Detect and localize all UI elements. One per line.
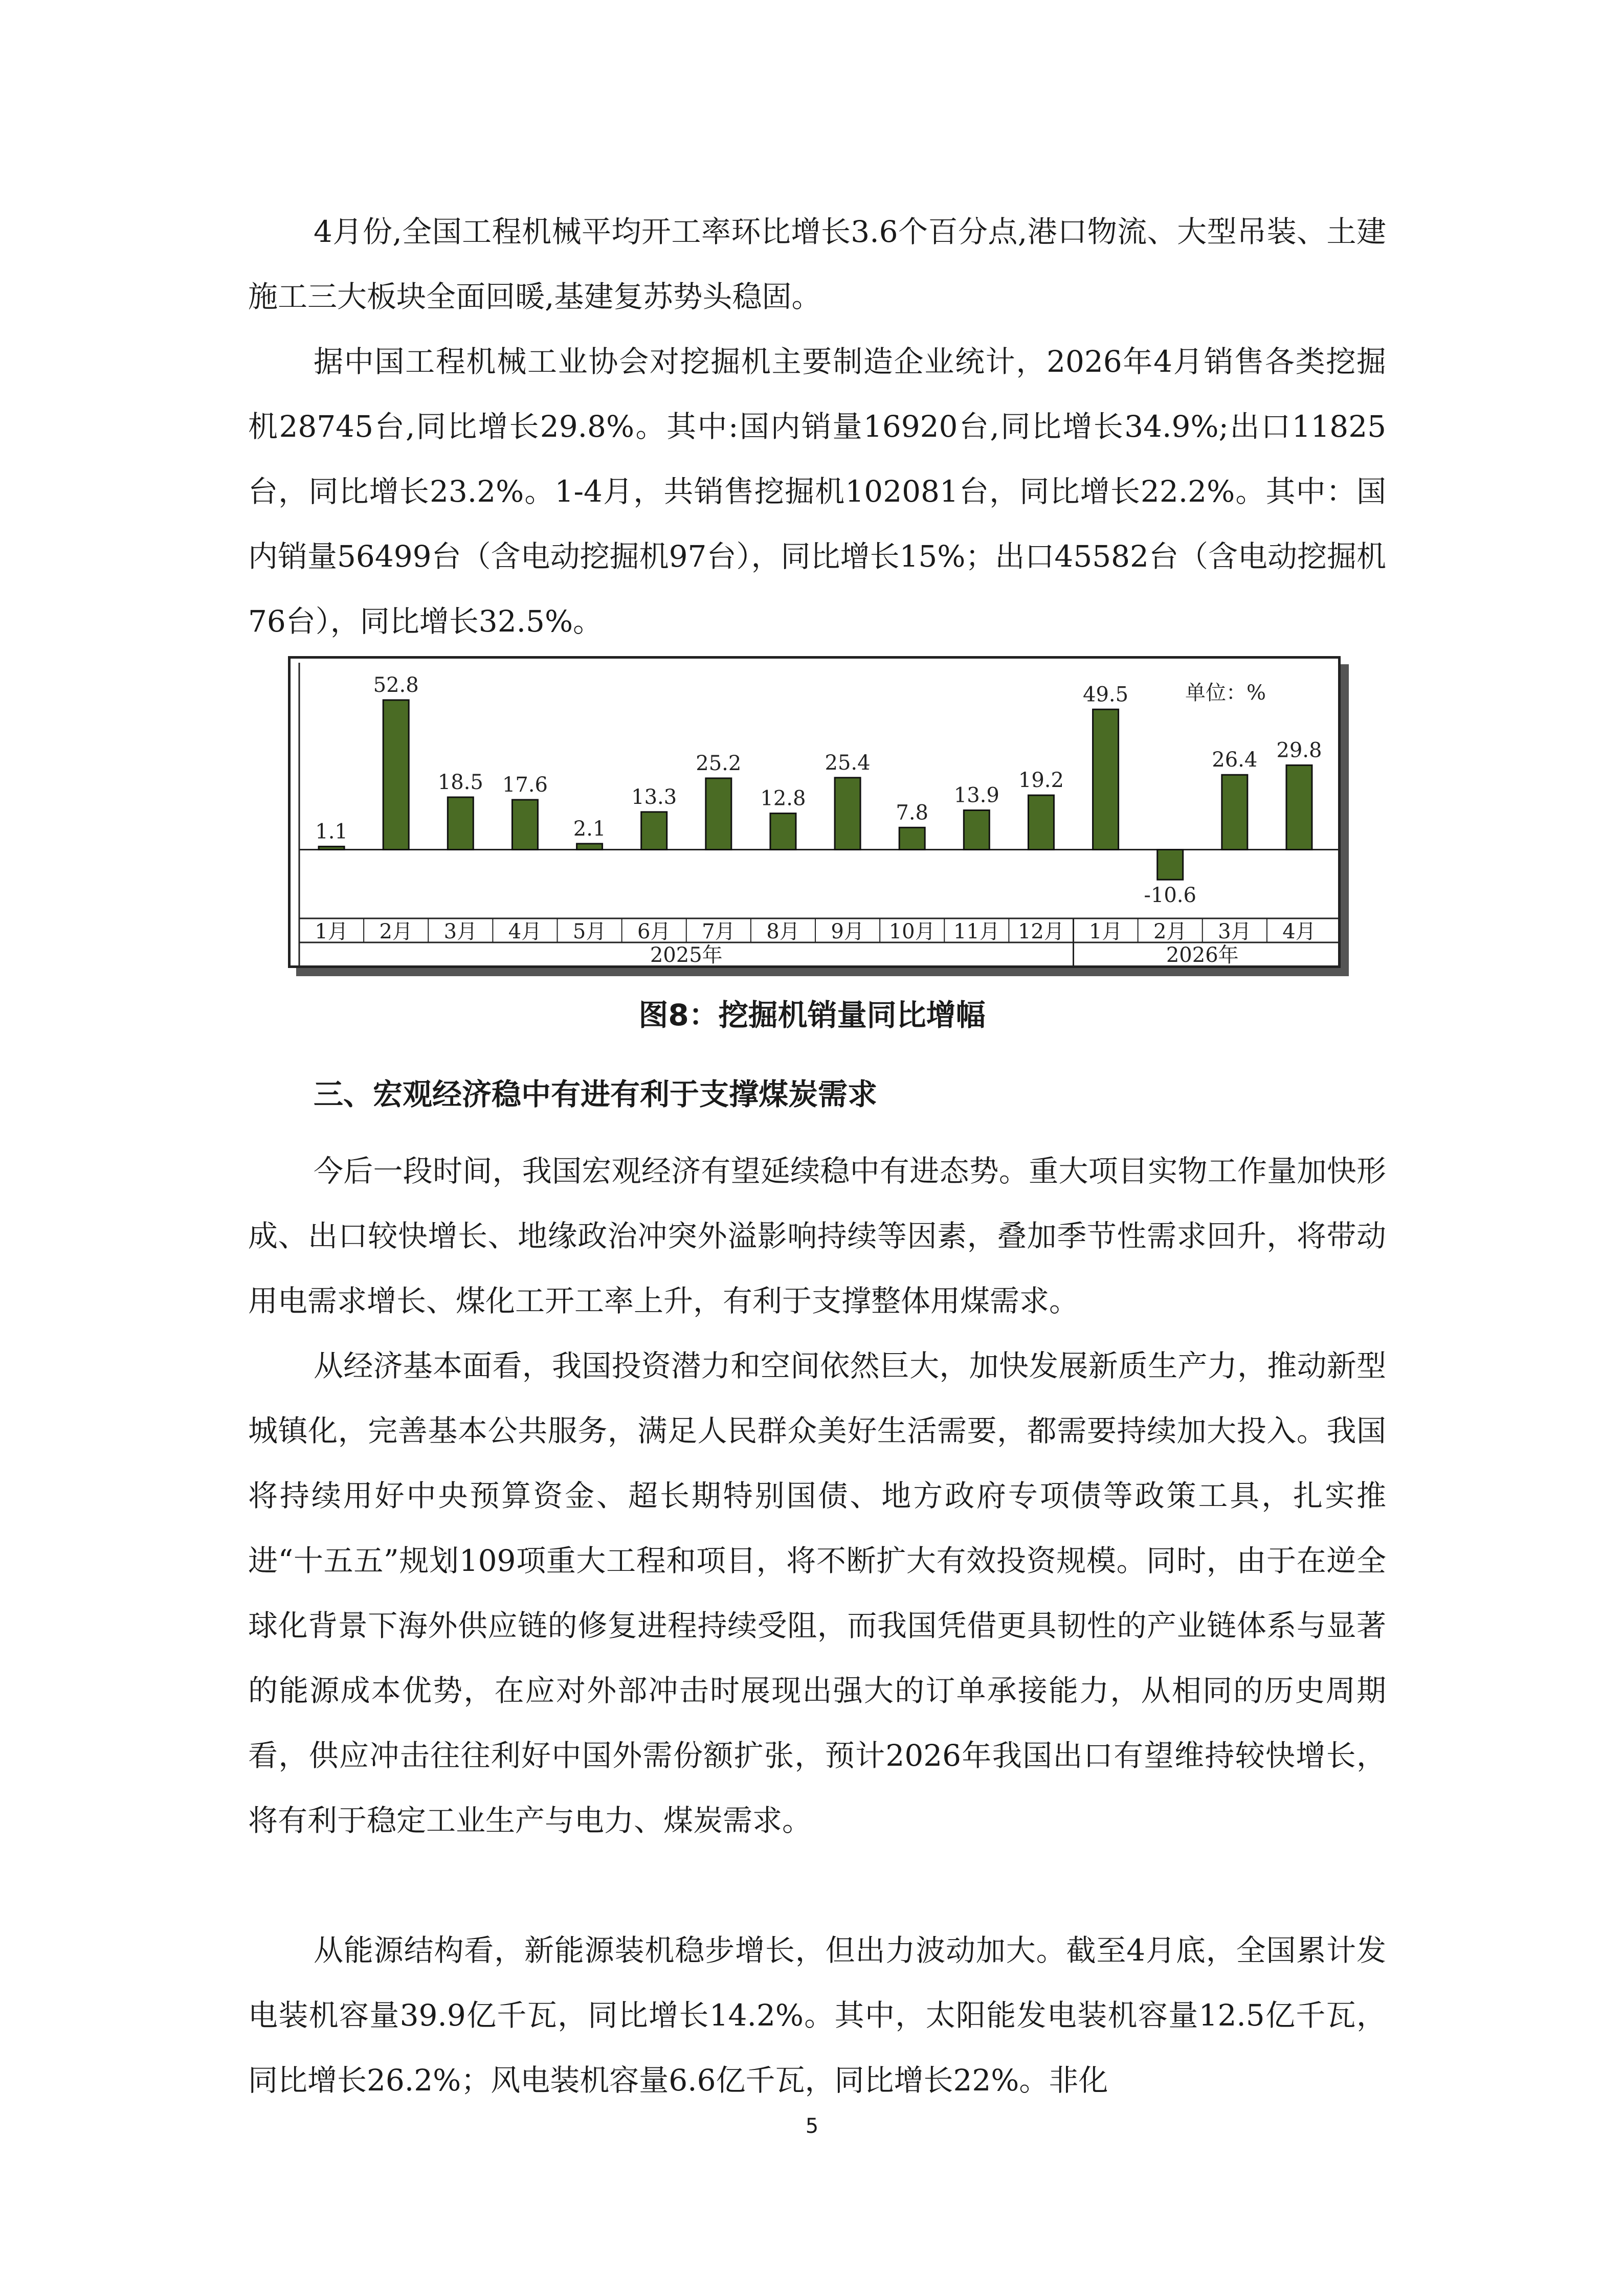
chart-bar	[383, 700, 409, 850]
chart-category-label: 11月	[953, 920, 1000, 943]
chart-bar	[319, 846, 344, 849]
chart-bar	[770, 814, 796, 850]
chart-value-label: 25.2	[696, 751, 742, 775]
paragraph-3-text: 今后一段时间，我国宏观经济有望延续稳中有进态势。重大项目实物工作量加快形成、出口较快增长、地缘政治冲突外溢影响持续等因素，叠加季节性需求回升，将带动用电需求增长、煤化工开工率上升，有利于支撑整体用煤需求。	[248, 1154, 1386, 1318]
chart-value-label: -10.6	[1144, 884, 1196, 908]
chart-value-label: 13.9	[953, 783, 999, 807]
chart-bar	[448, 797, 473, 850]
section-heading: 三、宏观经济稳中有进有利于支撑煤炭需求	[314, 1077, 878, 1112]
chart-value-label: 12.8	[760, 786, 806, 811]
chart-bar	[1028, 795, 1054, 849]
chart-value-label: 2.1	[573, 817, 606, 841]
chart-value-label: 29.8	[1276, 738, 1322, 762]
chart-bar	[899, 827, 925, 849]
chart-category-label: 8月	[766, 920, 800, 943]
chart-bar	[512, 800, 538, 850]
page-number: 5	[805, 2114, 819, 2138]
chart-bar	[577, 844, 603, 850]
chart-category-label: 9月	[831, 920, 864, 943]
chart-value-label: 17.6	[502, 773, 548, 797]
chart-category-label: 5月	[572, 920, 607, 943]
chart-bar	[641, 812, 667, 850]
chart-value-label: 1.1	[315, 820, 348, 844]
chart-bar	[1286, 765, 1312, 849]
paragraph-5	[248, 1918, 1386, 2113]
chart-category-label: 4月	[508, 920, 542, 943]
chart-value-label: 25.4	[825, 751, 871, 775]
chart-bar	[835, 778, 860, 850]
chart-category-label: 1月	[1088, 920, 1123, 943]
chart-value-label: 26.4	[1212, 748, 1258, 772]
chart-bar	[1222, 775, 1248, 849]
chart-category-label: 10月	[888, 920, 936, 943]
chart-year-label: 2026年	[1166, 943, 1239, 965]
chart-category-label: 1月	[315, 920, 348, 943]
chart-category-label: 4月	[1282, 920, 1316, 943]
chart-category-label: 6月	[637, 920, 671, 943]
chart-bar	[706, 778, 731, 850]
chart-category-label: 2月	[379, 920, 413, 943]
paragraph-4	[248, 1334, 1386, 1853]
chart-value-label: 49.5	[1083, 683, 1129, 707]
chart-value-label: 7.8	[896, 801, 928, 825]
chart-value-label: 19.2	[1018, 769, 1064, 793]
chart-category-label: 2月	[1153, 920, 1187, 943]
figure-caption: 图8：挖掘机销量同比增幅	[638, 998, 986, 1032]
chart-year-label: 2025年	[650, 943, 723, 965]
chart-category-label: 3月	[1218, 920, 1252, 943]
chart-category-label: 12月	[1017, 920, 1064, 943]
chart-unit-label: 单位：%	[1185, 681, 1266, 705]
chart-svg	[291, 659, 1338, 965]
paragraph-2	[248, 329, 1386, 654]
chart-bar	[1093, 709, 1119, 849]
excavator-sales-chart	[288, 656, 1341, 968]
paragraph-3	[248, 1139, 1386, 1334]
paragraph-2-text: 据中国工程机械工业协会对挖掘机主要制造企业统计，2026年4月销售各类挖掘机28745台,同比增长29.8%。其中:国内销量16920台,同比增长34.9%;出口11825台，同比增长23.2%。1-4月，共销售挖掘机102081台，同比增长22.2%。其中：国内销量56499台（含电动挖掘机97台），同比增长15%；出口45582台（含电动挖掘机76台），同比增长32.5%。	[248, 344, 1386, 639]
chart-value-label: 52.8	[373, 673, 419, 697]
paragraph-5-text: 从能源结构看，新能源装机稳步增长，但出力波动加大。截至4月底，全国累计发电装机容量39.9亿千瓦，同比增长14.2%。其中，太阳能发电装机容量12.5亿千瓦，同比增长26.2%；风电装机容量6.6亿千瓦，同比增长22%。非化	[248, 1933, 1386, 2098]
paragraph-1-text: 4月份,全国工程机械平均开工率环比增长3.6个百分点,港口物流、大型吊装、土建施工三大板块全面回暖,基建复苏势头稳固。	[248, 214, 1386, 314]
chart-category-label: 3月	[443, 920, 478, 943]
paragraph-4-text: 从经济基本面看，我国投资潜力和空间依然巨大，加快发展新质生产力，推动新型城镇化，完善基本公共服务，满足人民群众美好生活需要，都需要持续加大投入。我国将持续用好中央预算资金、超长期特别国债、地方政府专项债等政策工具，扎实推进“十五五”规划109项重大工程和项目，将不断扩大有效投资规模。同时，由于在逆全球化背景下海外供应链的修复进程持续受阻，而我国凭借更具韧性的产业链体系与显著的能源成本优势，在应对外部冲击时展现出强大的订单承接能力，从相同的历史周期看，供应冲击往往利好中国外需份额扩张，预计2026年我国出口有望维持较快增长，将有利于稳定工业生产与电力、煤炭需求。	[248, 1348, 1386, 1838]
chart-bar	[1158, 850, 1183, 880]
chart-value-label: 18.5	[437, 771, 483, 795]
chart-bar	[964, 811, 989, 850]
chart-value-label: 13.3	[631, 785, 677, 809]
paragraph-1	[248, 199, 1386, 329]
chart-category-label: 7月	[702, 920, 736, 943]
